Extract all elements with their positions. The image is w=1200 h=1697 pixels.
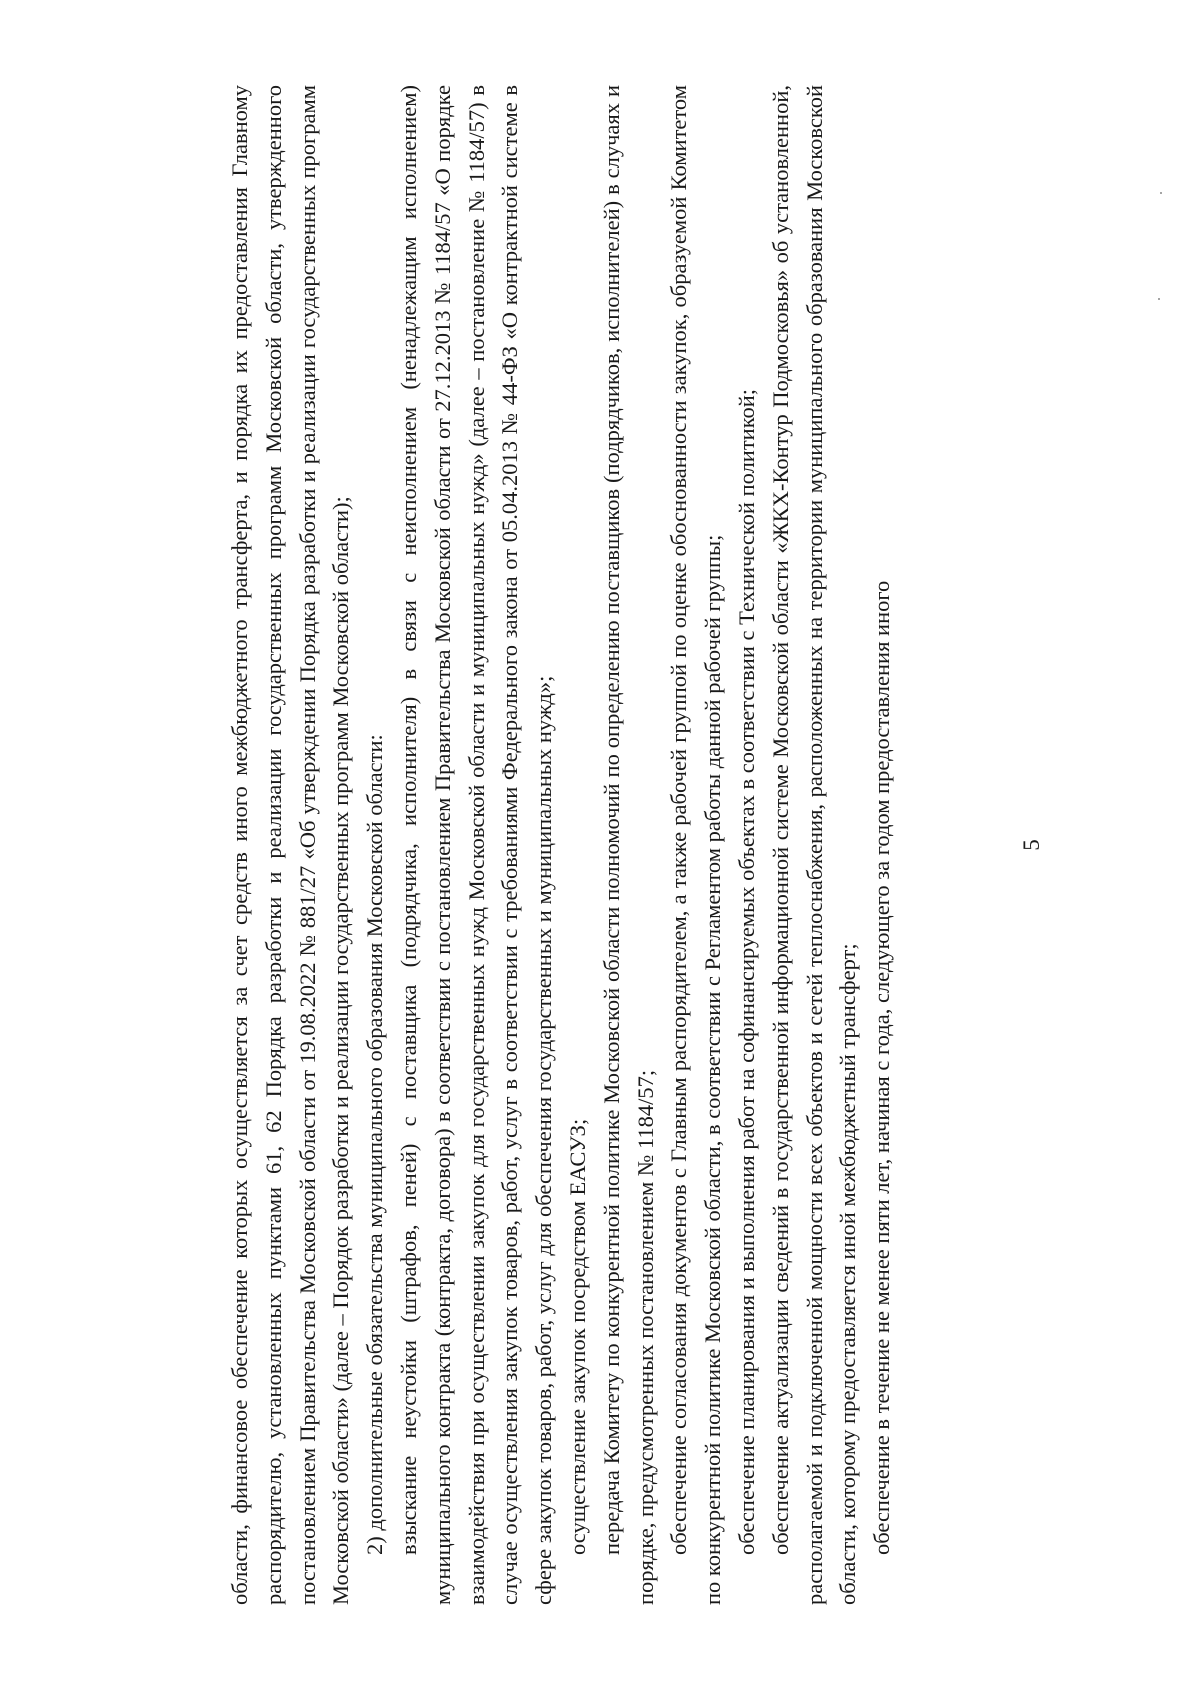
page-number: 5 bbox=[1019, 839, 1044, 851]
paragraph-9: обеспечение в течение не менее пяти лет, начиная с года, следующего за годом предоставления иного bbox=[869, 580, 895, 1555]
paragraph-8: обеспечение актуализации сведений в государственной информационной системе Московской области «ЖКХ-Контур Подмосковья» об установленной, располагаемой и подключенной мощности всех объектов и сетей теплоснабжения, расположенных на территории муниципального образования Московской области, которому предоставляется иной межбюджетный трансферт; bbox=[767, 85, 861, 1605]
scan-speck bbox=[1158, 298, 1160, 300]
rotated-content bbox=[175, 85, 1075, 1605]
paragraph-5: передача Комитету по конкурентной политике Московской области полномочий по определению поставщиков (подрядчиков, исполнителей) в случаях и порядке, предусмотренных постановлением № 1184/57; bbox=[598, 85, 658, 1605]
paragraph-2: 2) дополнительные обязательства муниципального образования Московской области: bbox=[362, 734, 388, 1555]
paragraph-7: обеспечение планирования и выполнения работ на софинансируемых объектах в соответствии с Технической политикой; bbox=[733, 388, 759, 1555]
paragraph-4: осуществление закупок посредством ЕАСУЗ; bbox=[564, 1118, 590, 1555]
paragraph-1: области, финансовое обеспечение которых осуществляется за счет средств иного межбюджетного трансферта, и порядка их предоставления Главному распорядителю, установленных пунктами 61, 62 Порядка разработки и реализации государственных программ Московской области, утвержденного постановлением Правительства Московской области от 19.08.2022 № 881/27 «Об утверждении Порядка разработки и реализации государственных программ Московской области» (далее – Порядок разработки и реализации государственных программ Московской области); bbox=[227, 85, 354, 1605]
paragraph-6: обеспечение согласования документов с Главным распорядителем, а также рабочей группой по оценке обоснованности закупок, образуемой Комитетом по конкурентной политике Московской области, в соответствии с Регламентом работы данной рабочей группы; bbox=[666, 85, 726, 1605]
body-text bbox=[223, 85, 899, 1605]
scan-speck bbox=[1160, 192, 1162, 194]
paragraph-3: взыскание неустойки (штрафов, пеней) с поставщика (подрядчика, исполнителя) в связи с неисполнением (ненадлежащим исполнением) муниципального контракта (контракта, договора) в соответствии с постановлением Правительства Московской области от 27.12.2013 № 1184/57 «О порядке взаимодействия при осуществлении закупок для государственных нужд Московской области и муниципальных нужд» (далее – постановление № 1184/57) в случае осуществления закупок товаров, работ, услуг в соответствии с требованиями Федерального закона от 05.04.2013 № 44-ФЗ «О контрактной системе в сфере закупок товаров, работ, услуг для обеспечения государственных и муниципальных нужд»; bbox=[395, 85, 557, 1605]
